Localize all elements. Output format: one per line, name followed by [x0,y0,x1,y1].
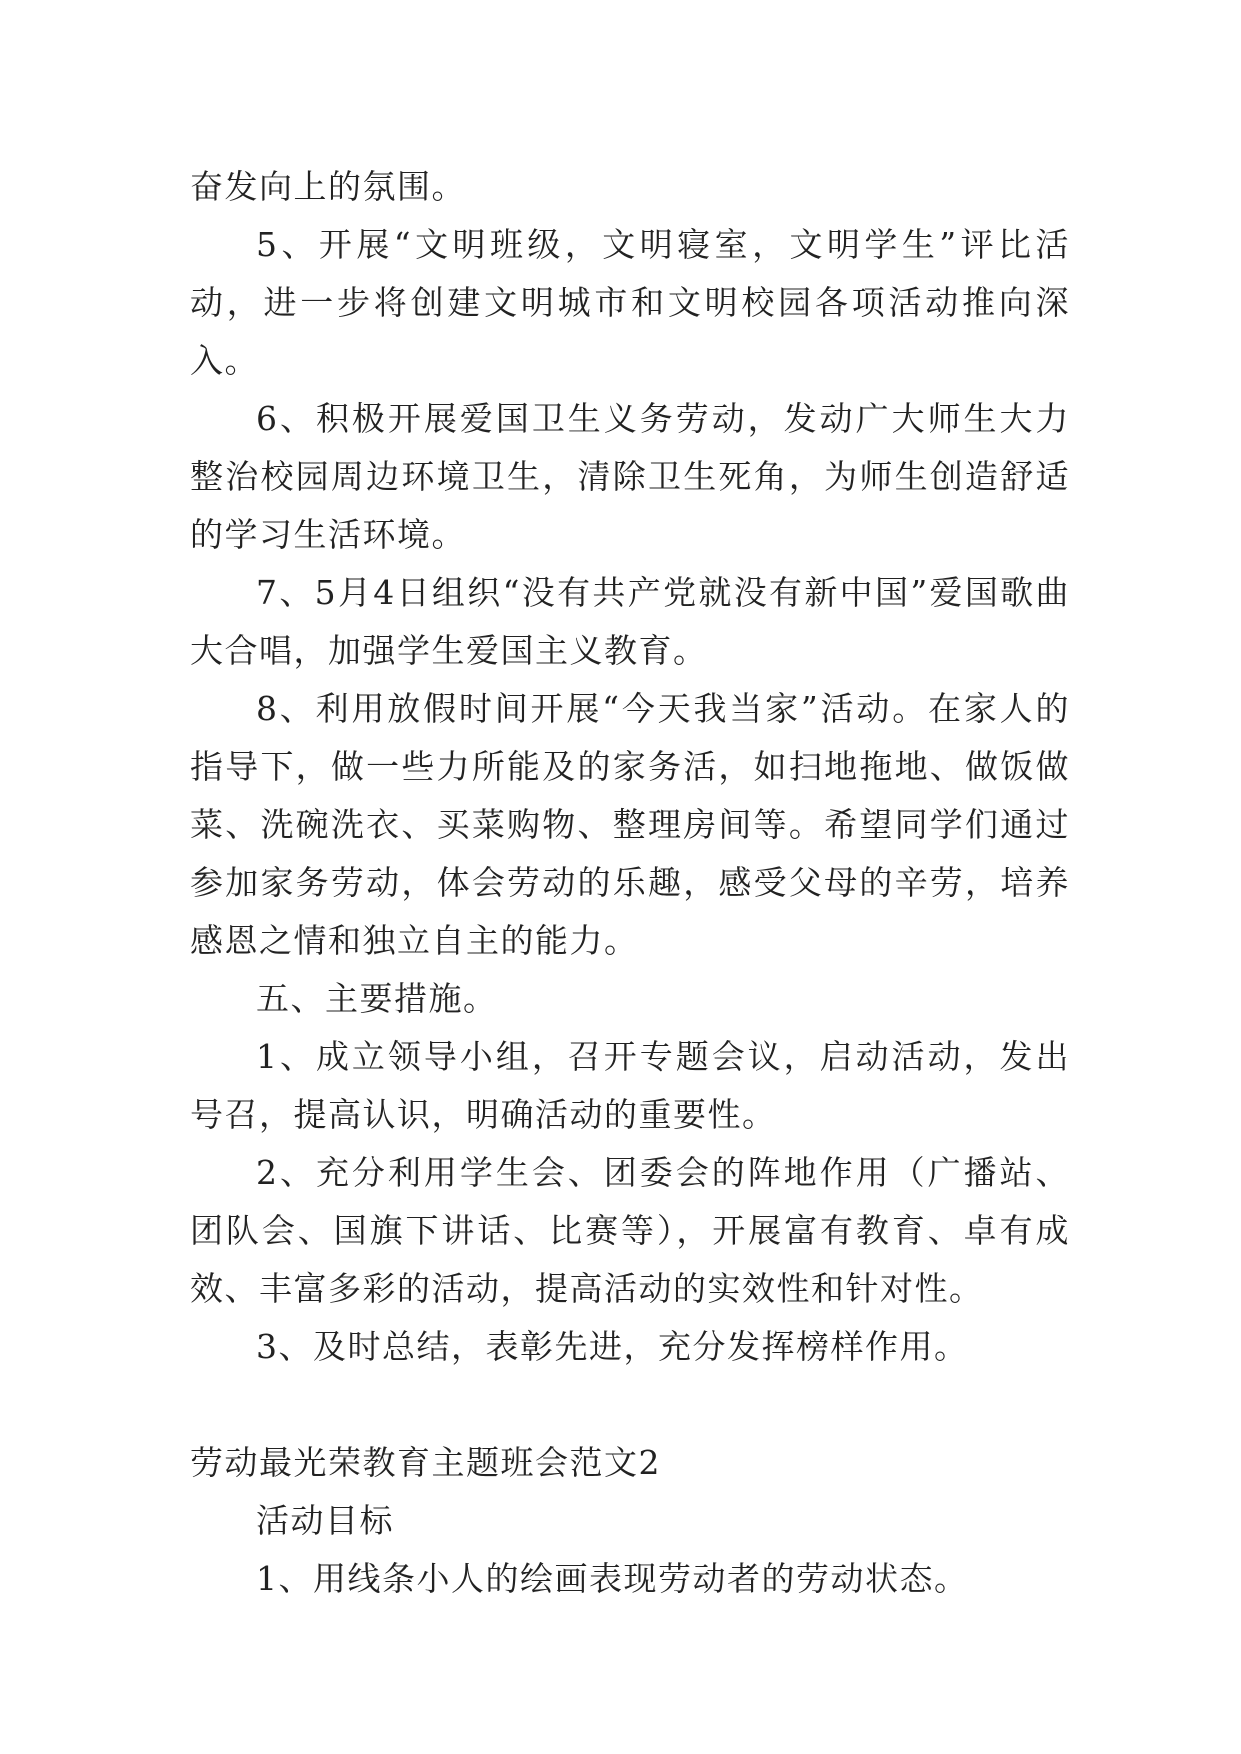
section-heading-measures: 五、主要措施。 [256,979,498,1018]
paragraph-item-7: 7、5月4日组织“没有共产党就没有新中国”爱国歌曲大合唱，加强学生爱国主义教育。 [190,573,1070,670]
section-spacer [190,1376,1070,1434]
paragraph-item-5: 5、开展“文明班级，文明寝室，文明学生”评比活动，进一步将创建文明城市和文明校园各项活动推向深入。 [190,225,1070,380]
section2-heading-goals: 活动目标 [256,1501,394,1540]
paragraph-measure-3: 3、及时总结，表彰先进，充分发挥榜样作用。 [256,1327,969,1366]
section2-title: 劳动最光荣教育主题班会范文2 [190,1443,661,1482]
paragraph-measure-1: 1、成立领导小组，召开专题会议，启动活动，发出号召，提高认识，明确活动的重要性。 [190,1037,1070,1134]
paragraph-item-8: 8、利用放假时间开展“今天我当家”活动。在家人的指导下，做一些力所能及的家务活，如扫地拖地、做饭做菜、洗碗洗衣、买菜购物、整理房间等。希望同学们通过参加家务劳动，体会劳动的乐趣，感受父母的辛劳，培养感恩之情和独立自主的能力。 [190,689,1070,960]
paragraph-item-6: 6、积极开展爱国卫生义务劳动，发动广大师生大力整治校园周边环境卫生，清除卫生死角，为师生创造舒适的学习生活环境。 [190,399,1070,554]
section2-goal-1: 1、用线条小人的绘画表现劳动者的劳动状态。 [256,1559,969,1598]
document-body [190,158,1070,1608]
paragraph-measure-2: 2、充分利用学生会、团委会的阵地作用（广播站、团队会、国旗下讲话、比赛等），开展富有教育、卓有成效、丰富多彩的活动，提高活动的实效性和针对性。 [190,1153,1070,1308]
paragraph-continuation: 奋发向上的氛围。 [190,167,466,206]
